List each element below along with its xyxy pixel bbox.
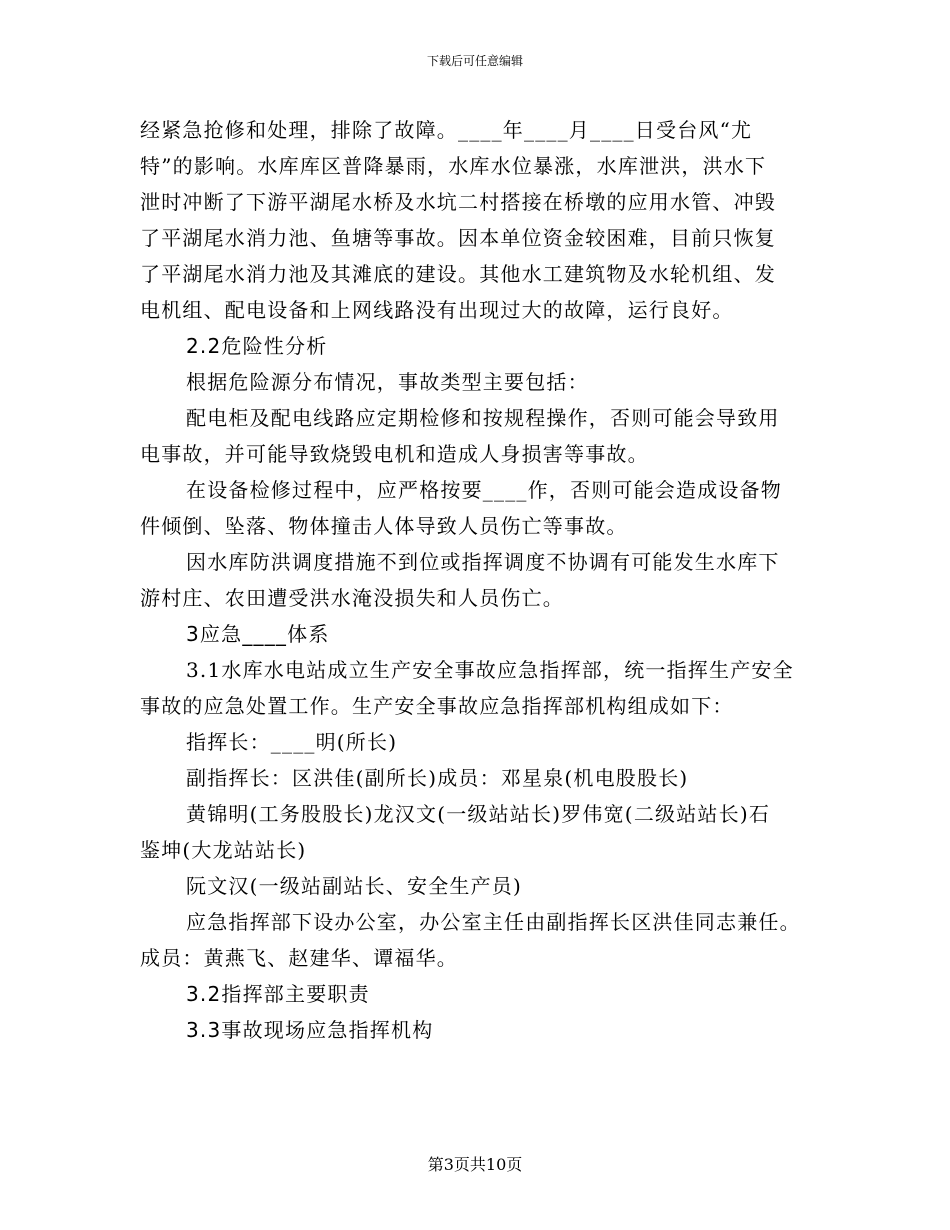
body-line: 指挥长：____明(所长): [186, 730, 398, 754]
section-heading-3-2: 3.2指挥部主要职责: [186, 982, 370, 1006]
body-line: 游村庄、农田遭受洪水淹没损失和人员伤亡。: [140, 586, 564, 610]
section-heading-2-2: 2.2危险性分析: [186, 334, 328, 358]
body-line: 特”的影响。水库库区普降暴雨，水库水位暴涨，水库泄洪，洪水下: [140, 154, 767, 178]
section-heading-3-3: 3.3事故现场应急指挥机构: [186, 1018, 434, 1042]
page-header: 下载后可任意编辑: [426, 54, 523, 68]
section-heading-3-1: 3.1水库水电站成立生产安全事故应急指挥部，统一指挥生产安全: [186, 658, 794, 682]
body-line: 经紧急抢修和处理，排除了故障。____年____月____日受台风“尤: [140, 118, 753, 142]
body-line: 配电柜及配电线路应定期检修和按规程操作，否则可能会导致用: [186, 406, 780, 430]
body-line: 在设备检修过程中，应严格按要____作，否则可能会造成设备物: [186, 478, 782, 502]
body-line: 电机组、配电设备和上网线路没有出现过大的故障，运行良好。: [140, 298, 734, 322]
body-line: 了平湖尾水消力池、鱼塘等事故。因本单位资金较困难，目前只恢复: [140, 226, 776, 250]
body-line: 泄时冲断了下游平湖尾水桥及水坑二村搭接在桥墩的应用水管、冲毁: [140, 190, 776, 214]
body-line: 根据危险源分布情况，事故类型主要包括：: [186, 370, 589, 394]
section-heading-3: 3应急____体系: [186, 622, 330, 646]
body-line: 黄锦明(工务股股长)龙汉文(一级站站长)罗伟宽(二级站站长)石: [186, 802, 771, 826]
body-line: 鉴坤(大龙站站长): [140, 838, 307, 862]
body-line: 了平湖尾水消力池及其滩底的建设。其他水工建筑物及水轮机组、发: [140, 262, 776, 286]
document-body: [140, 112, 810, 1048]
body-line: 因水库防洪调度措施不到位或指挥调度不协调有可能发生水库下: [186, 550, 780, 574]
body-line: 成员：黄燕飞、赵建华、谭福华。: [140, 946, 458, 970]
body-line: 件倾倒、坠落、物体撞击人体导致人员伤亡等事故。: [140, 514, 628, 538]
body-line: 副指挥长：区洪佳(副所长)成员：邓星泉(机电股股长): [186, 766, 689, 790]
body-line: 阮文汉(一级站副站长、安全生产员): [186, 874, 523, 898]
body-line: 应急指挥部下设办公室，办公室主任由副指挥长区洪佳同志兼任。: [186, 910, 801, 934]
body-line: 事故的应急处置工作。生产安全事故应急指挥部机构组成如下：: [140, 694, 734, 718]
body-line: 电事故，并可能导致烧毁电机和造成人身损害等事故。: [140, 442, 649, 466]
page-number: 第3页共10页: [427, 1155, 523, 1174]
